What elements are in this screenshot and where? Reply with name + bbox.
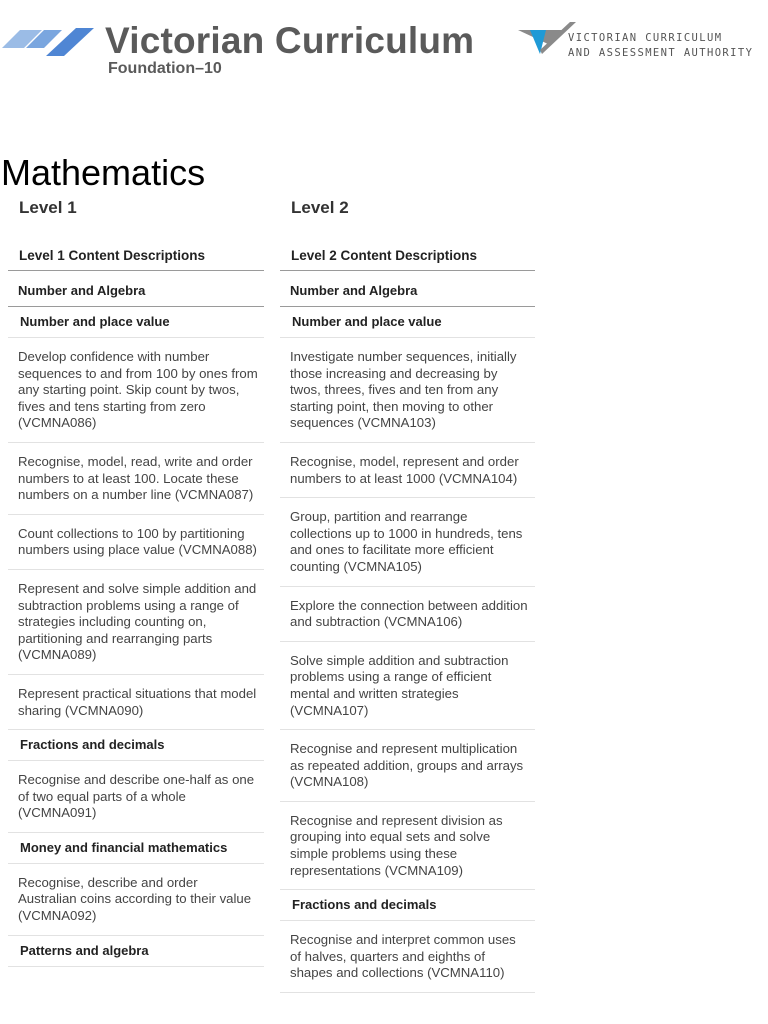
vcaa-authority-name	[568, 31, 753, 61]
vcaa-line-1: VICTORIAN CURRICULUM	[568, 32, 723, 44]
content-descriptor: Recognise and describe one-half as one of two equal parts of a whole (VCMNA091)	[8, 761, 264, 833]
victorian-curriculum-logo-icon	[2, 26, 94, 58]
level-title: Level 1	[19, 198, 77, 217]
content-descriptor: Recognise, model, represent and order numbers to at least 1000 (VCMNA104)	[280, 443, 535, 498]
content-descriptor: Group, partition and rearrange collections up to 1000 in hundreds, tens and ones to facilitate more efficient counting (VCMNA105)	[280, 498, 535, 586]
substrand-heading: Number and place value	[280, 307, 535, 338]
level-title: Level 2	[291, 198, 349, 217]
content-descriptor: Explore the connection between addition and subtraction (VCMNA106)	[280, 587, 535, 642]
content-list	[8, 307, 264, 967]
strand-heading: Number and Algebra	[280, 271, 535, 307]
substrand-heading: Money and financial mathematics	[8, 833, 264, 864]
content-descriptor: Recognise, model, read, write and order numbers to at least 100. Locate these numbers on a number line (VCMNA087)	[8, 443, 264, 515]
content-descriptor: Represent and solve simple addition and subtraction problems using a range of strategies including counting on, partitioning and rearranging parts (VCMNA089)	[8, 570, 264, 675]
substrand-heading: Patterns and algebra	[8, 936, 264, 967]
subject-title: Mathematics	[1, 152, 206, 193]
substrand-heading: Number and place value	[8, 307, 264, 338]
level-2-column	[280, 196, 535, 993]
content-descriptor: Recognise, describe and order Australian coins according to their value (VCMNA092)	[8, 864, 264, 936]
content-list	[280, 307, 535, 993]
substrand-heading: Fractions and decimals	[280, 890, 535, 921]
content-descriptor: Recognise and represent division as grouping into equal sets and solve simple problems using these representations (VCMNA109)	[280, 802, 535, 890]
strand-heading: Number and Algebra	[8, 271, 264, 307]
content-descriptor: Develop confidence with number sequences to and from 100 by ones from any starting point. Skip count by twos, fives and tens starting from zero (VCMNA086)	[8, 338, 264, 443]
level-1-column	[8, 196, 264, 967]
content-descriptor: Recognise and interpret common uses of halves, quarters and eighths of shapes and collections (VCMNA110)	[280, 921, 535, 993]
content-descriptor: Solve simple addition and subtraction problems using a range of efficient mental and written strategies (VCMNA107)	[280, 642, 535, 730]
content-descriptor: Count collections to 100 by partitioning numbers using place value (VCMNA088)	[8, 515, 264, 570]
content-descriptions-heading: Level 2 Content Descriptions	[280, 242, 535, 271]
content-descriptor: Investigate number sequences, initially those increasing and decreasing by twos, threes, fives and ten from any starting point, then moving to other sequences (VCMNA103)	[280, 338, 535, 443]
substrand-heading: Fractions and decimals	[8, 730, 264, 761]
content-descriptions-heading: Level 1 Content Descriptions	[8, 242, 264, 271]
site-title: Victorian Curriculum	[105, 20, 475, 61]
content-descriptor: Recognise and represent multiplication as repeated addition, groups and arrays (VCMNA108)	[280, 730, 535, 802]
content-descriptor: Represent practical situations that model sharing (VCMNA090)	[8, 675, 264, 730]
vcaa-line-2: AND ASSESSMENT AUTHORITY	[568, 47, 754, 59]
site-subtitle: Foundation–10	[108, 60, 222, 77]
